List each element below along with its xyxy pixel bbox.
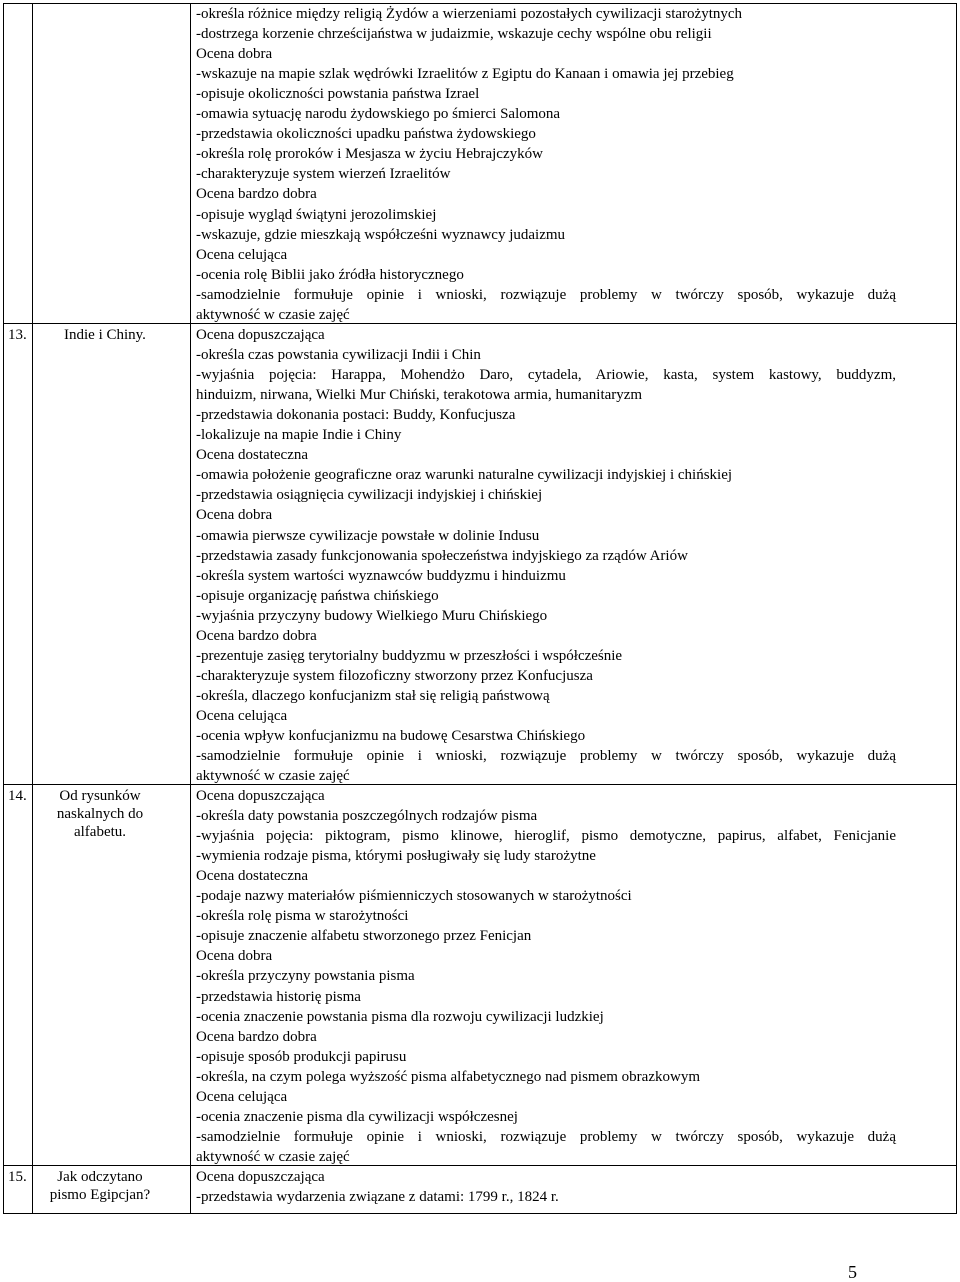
grade-heading: Ocena bardzo dobra: [196, 186, 317, 202]
topic-title-line: pismo Egipcjan?: [49, 1187, 151, 1203]
topic-title-line: Indie i Chiny.: [64, 327, 146, 343]
row-number: 13.: [8, 327, 27, 343]
requirement-item: -ocenia znaczenie powstania pisma dla rozwoju cywilizacji ludzkiej: [196, 1009, 604, 1025]
requirement-item: -dostrzega korzenie chrześcijaństwa w judaizmie, wskazuje cechy wspólne obu religii: [196, 26, 712, 42]
page-number: 5: [848, 1262, 857, 1282]
requirement-item: -charakteryzuje system filozoficzny stworzony przez Konfucjusza: [196, 668, 593, 684]
requirement-item: -omawia pierwsze cywilizacje powstałe w dolinie Indusu: [196, 528, 540, 544]
requirement-item: -charakteryzuje system wierzeń Izraelitów: [196, 166, 451, 182]
requirement-item: -prezentuje zasięg terytorialny buddyzmu w przeszłości i współcześnie: [196, 648, 623, 664]
grade-heading: Ocena dobra: [196, 46, 273, 62]
grade-heading: Ocena bardzo dobra: [196, 1029, 317, 1045]
requirement-item: -opisuje organizację państwa chińskiego: [196, 588, 439, 604]
grade-heading: Ocena bardzo dobra: [196, 628, 317, 644]
requirement-item: -przedstawia historię pisma: [196, 989, 361, 1005]
requirement-item: -ocenia wpływ konfucjanizmu na budowę Cesarstwa Chińskiego: [196, 728, 586, 744]
grade-heading: Ocena celująca: [196, 1089, 288, 1105]
requirement-item: -wyjaśnia pojęcia: piktogram, pismo klinowe, hieroglif, pismo demotyczne, papirus, alfabet, Fenicjanie: [196, 828, 896, 844]
requirement-item: -wyjaśnia przyczyny budowy Wielkiego Muru Chińskiego: [196, 608, 548, 624]
column-divider-number: [32, 3, 33, 1214]
grade-heading: Ocena dostateczna: [196, 447, 309, 463]
requirement-item: -określa przyczyny powstania pisma: [196, 968, 415, 984]
requirement-item: -opisuje znaczenie alfabetu stworzonego przez Fenicjan: [196, 928, 532, 944]
requirement-item: -samodzielnie formułuje opinie i wnioski, rozwiązuje problemy w twórczy sposób, wykazuje dużą: [196, 1129, 896, 1145]
requirement-item: -określa rolę pisma w starożytności: [196, 908, 409, 924]
requirement-item: -opisuje okoliczności powstania państwa Izrael: [196, 86, 480, 102]
requirement-item: -przedstawia osiągnięcia cywilizacji indyjskiej i chińskiej: [196, 487, 543, 503]
requirement-item: -przedstawia zasady funkcjonowania społeczeństwa indyjskiego za rządów Ariów: [196, 548, 688, 564]
grade-heading: Ocena dopuszczająca: [196, 1169, 325, 1185]
column-divider-topic: [190, 3, 191, 1214]
requirement-item: -omawia sytuację narodu żydowskiego po śmierci Salomona: [196, 106, 561, 122]
requirement-item: -określa rolę proroków i Mesjasza w życiu Hebrajczyków: [196, 146, 543, 162]
grade-heading: Ocena dobra: [196, 507, 273, 523]
requirement-item: -przedstawia okoliczności upadku państwa żydowskiego: [196, 126, 536, 142]
requirement-item: -ocenia rolę Biblii jako źródła historycznego: [196, 267, 464, 283]
table-border-left: [3, 3, 4, 1214]
grade-heading: Ocena dobra: [196, 948, 273, 964]
requirement-item: -określa czas powstania cywilizacji Indii i Chin: [196, 347, 481, 363]
topic-title-line: alfabetu.: [73, 824, 127, 840]
requirement-item: -samodzielnie formułuje opinie i wnioski, rozwiązuje problemy w twórczy sposób, wykazuje dużą: [196, 748, 896, 764]
requirement-item: -lokalizuje na mapie Indie i Chiny: [196, 427, 402, 443]
requirement-item: aktywność w czasie zajęć: [196, 768, 350, 784]
table-border-bottom: [3, 1213, 957, 1214]
requirement-item: -określa daty powstania poszczególnych rodzajów pisma: [196, 808, 538, 824]
requirement-item: -samodzielnie formułuje opinie i wnioski, rozwiązuje problemy w twórczy sposób, wykazuje dużą: [196, 287, 896, 303]
grade-heading: Ocena dostateczna: [196, 868, 309, 884]
requirement-item: -opisuje sposób produkcji papirusu: [196, 1049, 407, 1065]
requirement-item: -określa różnice między religią Żydów a wierzeniami pozostałych cywilizacji starożytnych: [196, 6, 743, 22]
grade-heading: Ocena dopuszczająca: [196, 327, 325, 343]
requirement-item: -omawia położenie geograficzne oraz warunki naturalne cywilizacji indyjskiej i chińskiej: [196, 467, 733, 483]
requirement-item: -ocenia znaczenie pisma dla cywilizacji współczesnej: [196, 1109, 518, 1125]
requirement-item: -określa system wartości wyznawców buddyzmu i hinduizmu: [196, 568, 566, 584]
grade-heading: Ocena dopuszczająca: [196, 788, 325, 804]
requirement-item: -wyjaśnia pojęcia: Harappa, Mohendżo Daro, cytadela, Ariowie, kasta, system kastowy, buddyzm,: [196, 367, 896, 383]
topic-title-line: Od rysunków: [59, 788, 141, 804]
row-number: 14.: [8, 788, 27, 804]
requirement-item: -podaje nazwy materiałów piśmienniczych stosowanych w starożytności: [196, 888, 632, 904]
requirement-item: aktywność w czasie zajęć: [196, 307, 350, 323]
topic-title-line: naskalnych do: [56, 806, 144, 822]
topic-title-line: Jak odczytano: [57, 1169, 143, 1185]
requirement-item: -wymienia rodzaje pisma, którymi posługiwały się ludy starożytne: [196, 848, 596, 864]
requirement-item: hinduizm, nirwana, Wielki Mur Chiński, terakotowa armia, humanitaryzm: [196, 387, 643, 403]
requirement-item: -opisuje wygląd świątyni jerozolimskiej: [196, 207, 437, 223]
requirement-item: -określa, dlaczego konfucjanizm stał się religią państwową: [196, 688, 550, 704]
requirement-item: -wskazuje, gdzie mieszkają współcześni wyznawcy judaizmu: [196, 227, 566, 243]
requirement-item: -określa, na czym polega wyższość pisma alfabetycznego nad pismem obrazkowym: [196, 1069, 700, 1085]
grade-heading: Ocena celująca: [196, 708, 288, 724]
requirement-item: -przedstawia wydarzenia związane z datami: 1799 r., 1824 r.: [196, 1189, 559, 1205]
row-number: 15.: [8, 1169, 27, 1185]
grade-heading: Ocena celująca: [196, 247, 288, 263]
requirement-item: -wskazuje na mapie szlak wędrówki Izraelitów z Egiptu do Kanaan i omawia jej przebieg: [196, 66, 734, 82]
requirement-item: aktywność w czasie zajęć: [196, 1149, 350, 1165]
requirement-item: -przedstawia dokonania postaci: Buddy, Konfucjusza: [196, 407, 516, 423]
table-border-right: [956, 3, 957, 1214]
